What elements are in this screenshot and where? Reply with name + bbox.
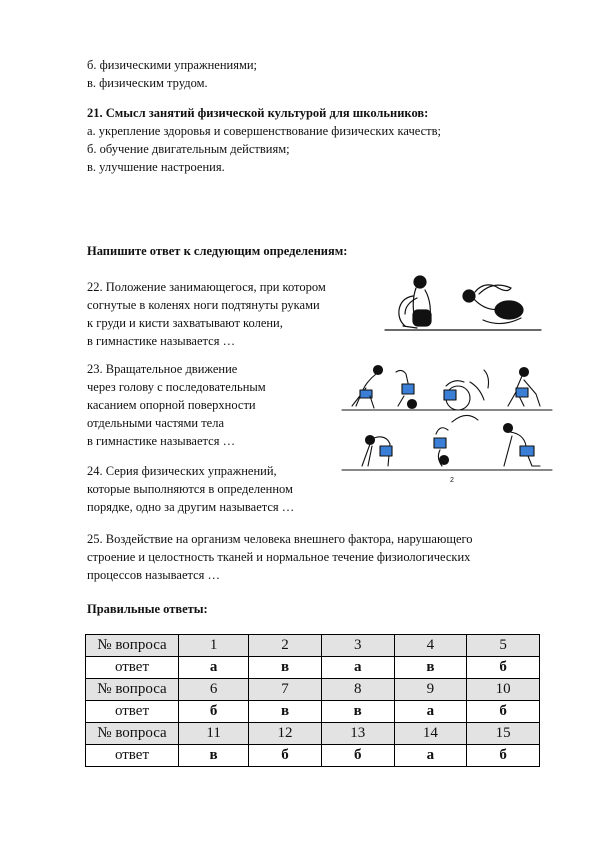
row-label: ответ	[86, 701, 179, 723]
question-23-line-3: касанием опорной поверхности	[87, 398, 256, 412]
row-label: ответ	[86, 745, 179, 767]
table-cell: 15	[467, 723, 540, 745]
table-cell: 10	[467, 679, 540, 701]
row-label: ответ	[86, 657, 179, 679]
table-cell: 13	[321, 723, 394, 745]
question-22-line-3: к груди и кисти захватывают колени,	[87, 316, 283, 330]
table-cell: б	[467, 657, 540, 679]
table-cell: 6	[179, 679, 249, 701]
table-row	[86, 679, 540, 701]
table-cell: б	[467, 701, 540, 723]
table-cell: 8	[321, 679, 394, 701]
table-cell: б	[321, 745, 394, 767]
table-cell: 2	[249, 635, 322, 657]
question-21-option-a: а. укрепление здоровья и совершенствование физических качеств;	[87, 124, 441, 138]
question-23-line-2: через голову с последовательным	[87, 380, 266, 394]
question-22-line-4: в гимнастике называется …	[87, 334, 236, 348]
question-24-line-1: 24. Серия физических упражнений,	[87, 464, 277, 478]
question-21-option-c: в. улучшение настроения.	[87, 160, 225, 174]
table-cell: 3	[321, 635, 394, 657]
table-row	[86, 635, 540, 657]
table-cell: 14	[394, 723, 467, 745]
tuck-position-illustration	[383, 268, 543, 334]
option-b-physical-exercises: б. физическими упражнениями;	[87, 58, 258, 72]
question-25-line-1: 25. Воздействие на организм человека внешнего фактора, нарушающего	[87, 532, 473, 546]
table-cell: 9	[394, 679, 467, 701]
section-heading: Напишите ответ к следующим определениям:	[87, 244, 348, 258]
table-cell: в	[249, 657, 322, 679]
table-row	[86, 723, 540, 745]
question-23-line-1: 23. Вращательное движение	[87, 362, 238, 376]
table-cell: б	[179, 701, 249, 723]
row-label: № вопроса	[86, 635, 179, 657]
question-25-line-3: процессов называется …	[87, 568, 221, 582]
question-23-line-5: в гимнастике называется …	[87, 434, 236, 448]
row-label: № вопроса	[86, 679, 179, 701]
table-cell: в	[249, 701, 322, 723]
table-cell: 4	[394, 635, 467, 657]
table-cell: а	[179, 657, 249, 679]
table-cell: 11	[179, 723, 249, 745]
table-cell: а	[321, 657, 394, 679]
question-21-option-b: б. обучение двигательным действиям;	[87, 142, 290, 156]
table-cell: б	[249, 745, 322, 767]
table-cell: а	[394, 701, 467, 723]
table-row	[86, 745, 540, 767]
table-cell: в	[321, 701, 394, 723]
question-23-line-4: отдельными частями тела	[87, 416, 224, 430]
question-24-line-2: которые выполняются в определенном	[87, 482, 293, 496]
table-cell: 5	[467, 635, 540, 657]
table-cell: в	[394, 657, 467, 679]
question-22-line-1: 22. Положение занимающегося, при котором	[87, 280, 326, 294]
table-cell: 1	[179, 635, 249, 657]
table-cell: 12	[249, 723, 322, 745]
question-24-line-3: порядке, одно за другим называется …	[87, 500, 295, 514]
figure-label: 2	[450, 477, 454, 484]
question-22-line-2: согнутые в коленях ноги подтянуты руками	[87, 298, 320, 312]
row-label: № вопроса	[86, 723, 179, 745]
table-cell: в	[179, 745, 249, 767]
answers-heading: Правильные ответы:	[87, 602, 208, 616]
table-row	[86, 701, 540, 723]
table-cell: б	[467, 745, 540, 767]
somersault-sequence-illustration	[340, 362, 555, 487]
table-row	[86, 657, 540, 679]
answers-table	[85, 634, 540, 767]
question-25-line-2: строение и целостность тканей и нормальное течение физиологических	[87, 550, 471, 564]
option-c-physical-labor: в. физическим трудом.	[87, 76, 208, 90]
table-cell: а	[394, 745, 467, 767]
table-cell: 7	[249, 679, 322, 701]
question-21-title: 21. Смысл занятий физической культурой для школьников:	[87, 106, 429, 120]
